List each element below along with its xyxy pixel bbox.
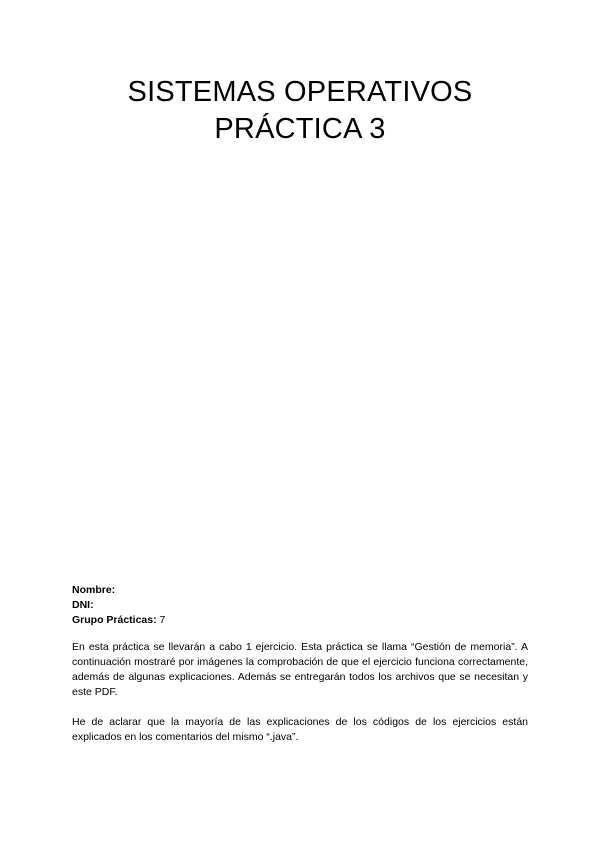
note-paragraph: He de aclarar que la mayoría de las explicaciones de los códigos de los ejercicios están explicados en los comentarios del mismo “.java”. [72,716,528,743]
document-title-line2: PRÁCTICA 3 [214,113,386,145]
document-title-line1: SISTEMAS OPERATIVOS [127,76,473,108]
dni-label: DNI: [72,599,94,611]
grupo-value: 7 [156,614,166,626]
nombre-label: Nombre: [72,584,116,596]
grupo-label: Grupo Prácticas: [72,614,157,626]
title-block [0,74,600,148]
dni-field [72,598,528,613]
nombre-field [72,583,528,598]
info-block [72,583,528,745]
grupo-field [72,613,528,628]
intro-paragraph: En esta práctica se llevarán a cabo 1 ejercicio. Esta práctica se llama “Gestión de memoria”. A continuación mostraré por imágenes la comprobación de que el ejercicio funciona correctamente, además de algunas explicaciones. Además se entregarán todos los archivos que se necesitan y este PDF. [72,641,528,698]
